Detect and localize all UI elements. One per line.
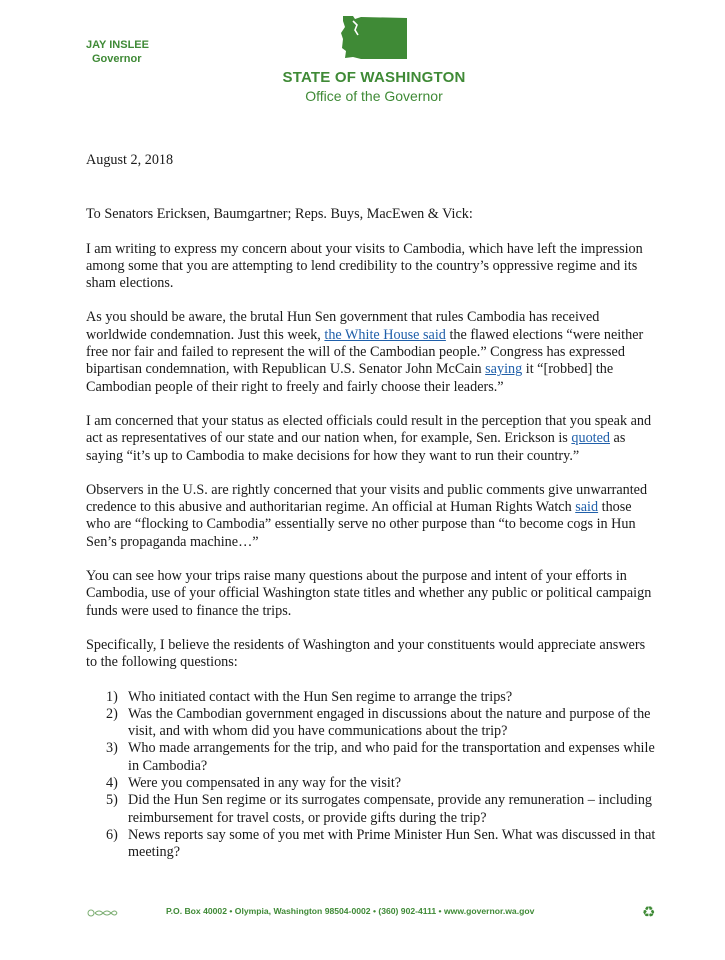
- list-item-number: 2): [106, 705, 118, 722]
- hrw-said-link[interactable]: said: [575, 499, 599, 516]
- letter-body: [86, 152, 656, 862]
- sender-title: Governor: [92, 53, 142, 65]
- list-item-text: News reports say some of you met with Prime Minister Hun Sen. What was discussed in that meeting?: [128, 826, 656, 861]
- paragraph-3-text-a: I am concerned that your status as elected officials could result in the perception that you speak and act as representatives of our state and our nation when, for example, Sen. Erickson is: [86, 412, 652, 447]
- footer: [86, 906, 666, 920]
- paragraph-4: [86, 482, 656, 551]
- list-item-text: Who initiated contact with the Hun Sen regime to arrange the trips?: [128, 688, 513, 705]
- questions-list: [86, 689, 656, 862]
- paragraph-2-text-b: the flawed elections “were neither free nor fair and failed to represent the will of the Cambodian people.” Congress has expressed bipartisan condemnation, with Republican U.S. Senator John McCain: [86, 326, 644, 378]
- list-item-text: Did the Hun Sen regime or its surrogates compensate, provide any remuneration – including reimbursement for travel costs, or provide gifts during the trip?: [128, 792, 653, 826]
- office-name: Office of the Governor: [305, 88, 443, 104]
- seal-ornament-icon: [86, 908, 118, 918]
- paragraph-3: [86, 413, 656, 465]
- list-item-number: 4): [106, 775, 118, 792]
- white-house-link[interactable]: the White House said: [324, 326, 446, 343]
- list-item: [86, 740, 656, 775]
- letter-date: August 2, 2018: [86, 152, 174, 168]
- paragraph-2-text-c: it “[robbed] the Cambodian people of their right to freely and fairly choose their leaders.”: [86, 361, 614, 395]
- recycle-icon: ♻: [642, 904, 656, 921]
- footer-address: P.O. Box 40002 • Olympia, Washington 98504-0002 • (360) 902-4111 • www.governor.wa.gov: [166, 906, 535, 916]
- list-item-number: 5): [106, 792, 118, 809]
- quoted-link[interactable]: quoted: [571, 430, 610, 447]
- washington-state-icon: [339, 13, 409, 61]
- paragraph-1: I am writing to express my concern about your visits to Cambodia, which have left the impression among some that you are attempting to lend credibility to the country’s oppressive regime and its sham elections.: [86, 240, 643, 292]
- sender-block: [86, 38, 149, 66]
- paragraph-4-text-a: Observers in the U.S. are rightly concerned that your visits and public comments give unwarranted credence to this abusive and authoritarian regime. An official at Human Rights Watch: [86, 481, 648, 516]
- paragraph-2: [86, 309, 656, 395]
- list-item-text: Were you compensated in any way for the visit?: [128, 775, 402, 792]
- list-item-number: 6): [106, 826, 118, 843]
- paragraph-5: You can see how your trips raise many questions about the purpose and intent of your efforts in Cambodia, use of your official Washington state titles and whether any public or political campaign funds were used to finance the trips.: [86, 568, 652, 619]
- list-item-number: 1): [106, 688, 118, 705]
- list-item-text: Was the Cambodian government engaged in discussions about the nature and purpose of the visit, and with whom did you have communications about the trip?: [128, 705, 651, 740]
- paragraph-4-text-b: those who are “flocking to Cambodia” essentially serve no other purpose than “to become cogs in Hun Sen’s propaganda machine…”: [86, 499, 636, 550]
- mccain-saying-link[interactable]: saying: [485, 361, 523, 378]
- office-block: [250, 68, 498, 105]
- salutation: To Senators Ericksen, Baumgartner; Reps. Buys, MacEwen & Vick:: [86, 206, 473, 223]
- paragraph-3-text-b: as saying “it’s up to Cambodia to make decisions for how they want to run their country.”: [86, 430, 626, 464]
- list-item: [86, 689, 656, 706]
- state-name: STATE OF WASHINGTON: [282, 69, 466, 86]
- list-item: [86, 775, 656, 792]
- list-item: [86, 827, 656, 862]
- list-item: [86, 706, 656, 741]
- list-item-number: 3): [106, 740, 118, 757]
- paragraph-6: Specifically, I believe the residents of Washington and your constituents would appreciate answers to the following questions:: [86, 636, 646, 671]
- list-item: [86, 792, 656, 827]
- paragraph-2-text-a: As you should be aware, the brutal Hun Sen government that rules Cambodia has received worldwide condemnation. Just this week,: [86, 309, 600, 343]
- sender-name: JAY INSLEE: [86, 39, 149, 51]
- list-item-text: Who made arrangements for the trip, and who paid for the transportation and expenses while in Cambodia?: [128, 740, 655, 774]
